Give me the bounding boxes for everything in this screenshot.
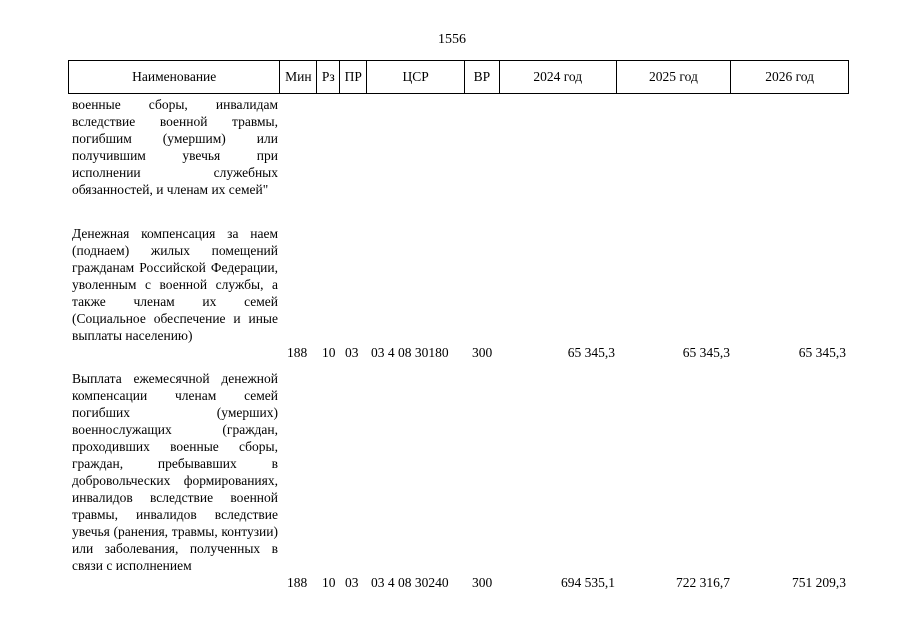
cell-rz: 10 [322,575,336,590]
table-row-name: Денежная компенсация за наем (поднаем) жилых помещений гражданам Российской Федерации, уволенным с военной службы, а также членам их семей (Социальное обеспечение и иные выплаты населению) [72,226,278,343]
header-csr: ЦСР [367,61,465,93]
cell-2024: 65 345,3 [567,345,615,360]
table-header [68,60,849,94]
cell-2025: 65 345,3 [682,345,730,360]
cell-2025: 722 316,7 [676,575,730,590]
header-pr: ПР [340,61,367,93]
cell-pr: 03 [345,575,359,590]
cell-min: 188 [287,345,308,360]
header-2024: 2024 год [500,61,617,93]
header-2026: 2026 год [765,69,815,84]
cell-vr: 300 [472,575,493,590]
header-name: Наименование [69,61,280,93]
cell-2026: 65 345,3 [798,345,846,360]
header-vr: ВР [465,61,500,93]
cell-csr: 03 4 08 30240 [371,575,449,590]
cell-min: 188 [287,575,308,590]
cell-csr: 03 4 08 30180 [371,345,449,360]
header-rz: Рз [317,61,340,93]
cell-vr: 300 [472,345,493,360]
header-2025: 2025 год [617,61,732,93]
table-row-name: военные сборы, инвалидам вследствие военной травмы, погибшим (умершим) или получившим увечья при исполнении служебных обязанностей, и членам их семей" [72,97,278,197]
cell-2024: 694 535,1 [561,575,615,590]
page-number: 1556 [438,32,466,47]
cell-rz: 10 [322,345,336,360]
table-row-name: Выплата ежемесячной денежной компенсации членам семей погибших (умерших) военнослужащих (граждан, проходивших военные сборы, граждан, пребывавших в добровольческих формированиях, инвалидов вследствие военной травмы, инвалидов вследствие увечья (ранения, травмы, контузии) или заболевания, полученных в связи с исполнением [72,371,278,573]
cell-2026: 751 209,3 [792,575,846,590]
cell-pr: 03 [345,345,359,360]
header-min: Мин [280,61,317,93]
